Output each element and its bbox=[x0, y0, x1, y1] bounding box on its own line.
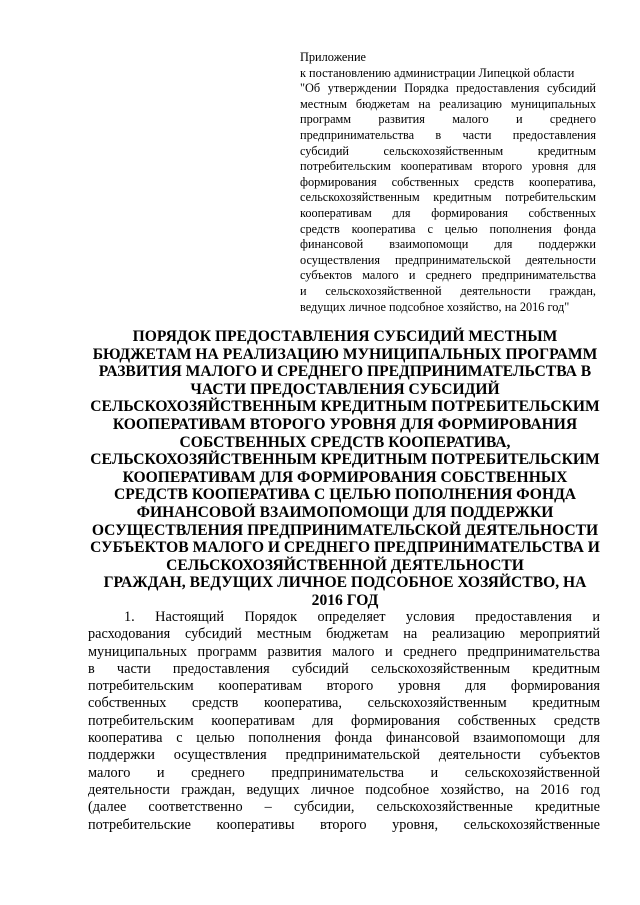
appendix-line: средств кооператива с целью пополнения фонда bbox=[300, 221, 596, 236]
appendix-line: потребительским кооперативам второго уровня для bbox=[300, 159, 596, 174]
appendix-line: кооперативам для формирования собственных bbox=[300, 205, 596, 220]
paragraph-1 bbox=[88, 609, 600, 834]
body-line: потребительским кооперативам для формирования собственных средств bbox=[88, 712, 600, 729]
title-line: СЕЛЬСКОХОЗЯЙСТВЕННЫМ КРЕДИТНЫМ ПОТРЕБИТЕЛЬСКИМ bbox=[90, 451, 600, 469]
appendix-line: к постановлению администрации Липецкой области bbox=[300, 65, 575, 80]
body-line: деятельности граждан, ведущих личное подсобное хозяйство, на 2016 год bbox=[88, 781, 600, 798]
body-line: собственных средств кооператива, сельскохозяйственным кредитным bbox=[88, 695, 600, 712]
body-line: кооператива с целью пополнения фонда финансовой взаимопомощи для bbox=[88, 730, 600, 747]
title-line: СОБСТВЕННЫХ СРЕДСТВ КООПЕРАТИВА, bbox=[179, 433, 511, 451]
appendix-line: субсидий сельскохозяйственным кредитным bbox=[300, 143, 596, 158]
appendix-line: и сельскохозяйственной деятельности граждан, bbox=[300, 283, 596, 298]
appendix-line: субъектов малого и среднего предпринимательства bbox=[300, 268, 596, 283]
appendix-heading: Приложение bbox=[300, 50, 366, 64]
title-line: СЕЛЬСКОХОЗЯЙСТВЕННЫМ КРЕДИТНЫМ ПОТРЕБИТЕЛЬСКИМ bbox=[90, 398, 600, 416]
title-line: КООПЕРАТИВАМ ДЛЯ ФОРМИРОВАНИЯ СОБСТВЕННЫХ bbox=[122, 468, 568, 486]
body-line: расходования субсидий местным бюджетам на реализацию мероприятий bbox=[88, 626, 600, 643]
appendix-line: предпринимательства в части предоставления bbox=[300, 127, 596, 142]
title-line: СУБЪЕКТОВ МАЛОГО И СРЕДНЕГО ПРЕДПРИНИМАТЕЛЬСТВА И bbox=[90, 539, 600, 557]
appendix-block bbox=[300, 50, 596, 315]
body-line: 1. Настоящий Порядок определяет условия предоставления и bbox=[124, 609, 600, 625]
title-line: 2016 ГОД bbox=[311, 591, 379, 609]
body-line: потребительские кооперативы второго уровня, сельскохозяйственные bbox=[88, 816, 600, 833]
body-line: муниципальных программ развития малого и среднего предпринимательства bbox=[88, 643, 600, 660]
title-line: СЕЛЬСКОХОЗЯЙСТВЕННОЙ ДЕЯТЕЛЬНОСТИ bbox=[166, 556, 524, 574]
appendix-line: программ развития малого и среднего bbox=[300, 112, 596, 127]
body-line: (далее соответственно – субсидии, сельскохозяйственные кредитные bbox=[88, 799, 600, 816]
appendix-line: ведущих личное подсобное хозяйство, на 2016 год" bbox=[300, 299, 570, 314]
appendix-line: финансовой взаимопомощи для поддержки bbox=[300, 237, 596, 252]
appendix-line: сельскохозяйственным кредитным потребительским bbox=[300, 190, 596, 205]
body-line: малого и среднего предпринимательства и сельскохозяйственной bbox=[88, 764, 600, 781]
appendix-line: осуществления предпринимательской деятельности bbox=[300, 252, 596, 267]
body-line: в части предоставления субсидий сельскохозяйственным кредитным bbox=[88, 660, 600, 677]
body-line: поддержки осуществления предпринимательской деятельности субъектов bbox=[88, 747, 600, 764]
appendix-line: местным бюджетам на реализацию муниципальных bbox=[300, 96, 596, 111]
body-line: потребительским кооперативам второго уровня для формирования bbox=[88, 678, 600, 695]
title-line: ЧАСТИ ПРЕДОСТАВЛЕНИЯ СУБСИДИЙ bbox=[190, 380, 500, 398]
title-line: СРЕДСТВ КООПЕРАТИВА С ЦЕЛЬЮ ПОПОЛНЕНИЯ ФОНДА bbox=[113, 486, 577, 504]
document-title bbox=[88, 328, 602, 610]
title-line: БЮДЖЕТАМ НА РЕАЛИЗАЦИЮ МУНИЦИПАЛЬНЫХ ПРОГРАММ bbox=[92, 345, 598, 363]
title-line: ПОРЯДОК ПРЕДОСТАВЛЕНИЯ СУБСИДИЙ МЕСТНЫМ bbox=[132, 328, 558, 345]
appendix-line: формирования собственных средств кооператива, bbox=[300, 174, 596, 189]
title-line: КООПЕРАТИВАМ ВТОРОГО УРОВНЯ ДЛЯ ФОРМИРОВАНИЯ bbox=[112, 415, 578, 433]
title-line: РАЗВИТИЯ МАЛОГО И СРЕДНЕГО ПРЕДПРИНИМАТЕЛЬСТВА В bbox=[98, 363, 592, 381]
appendix-line: "Об утверждении Порядка предоставления субсидий bbox=[300, 81, 596, 96]
title-line: ФИНАНСОВОЙ ВЗАИМОПОМОЩИ ДЛЯ ПОДДЕРЖКИ bbox=[136, 503, 554, 521]
title-line: ГРАЖДАН, ВЕДУЩИХ ЛИЧНОЕ ПОДСОБНОЕ ХОЗЯЙСТВО, НА bbox=[103, 574, 587, 592]
title-line: ОСУЩЕСТВЛЕНИЯ ПРЕДПРИНИМАТЕЛЬСКОЙ ДЕЯТЕЛЬНОСТИ bbox=[91, 521, 599, 539]
